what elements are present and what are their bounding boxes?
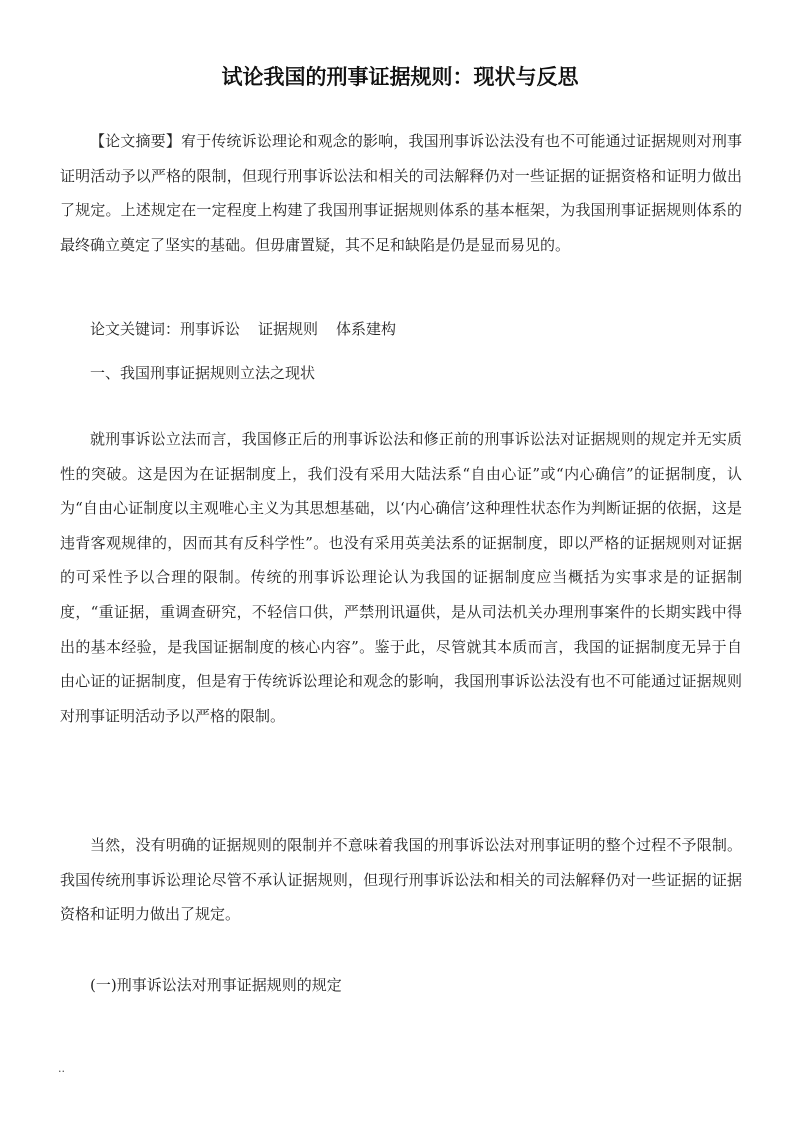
keywords-label: 论文关键词：: [90, 320, 181, 338]
document-title: 试论我国的刑事证据规则：现状与反思: [221, 65, 579, 89]
keyword-item: 刑事诉讼: [180, 320, 241, 338]
keyword-item: 体系建构: [336, 320, 397, 338]
section-heading: 一、我国刑事证据规则立法之现状: [90, 364, 316, 382]
body-paragraph-2: 当然，没有明确的证据规则的限制并不意味着我国的刑事诉讼法对刑事证明的整个过程不予限制。我国传统刑事诉讼理论尽管不承认证据规则，但现行刑事诉讼法和相关的司法解释仍对一些证据的证据资格和证明力做出了规定。: [60, 836, 742, 924]
keyword-item: 证据规则: [258, 320, 319, 338]
keywords-line: [60, 312, 742, 347]
subsection-heading: (一)刑事诉讼法对刑事证据规则的规定: [90, 976, 342, 994]
body-paragraph-1: 就刑事诉讼立法而言，我国修正后的刑事诉讼法和修正前的刑事诉讼法对证据规则的规定并无实质性的突破。这是因为在证据制度上，我们没有采用大陆法系“自由心证”或“内心确信”的证据制度，认为“自由心证制度以主观唯心主义为其思想基础，以‘内心确信’这种理性状态作为判断证据的依据，这是违背客观规律的，因而其有反科学性”。也没有采用英美法系的证据制度，即以严格的证据规则对证据的可采性予以合理的限制。传统的刑事诉讼理论认为我国的证据制度应当概括为实事求是的证据制度，“重证据，重调查研究，不轻信口供，严禁刑讯逼供，是从司法机关办理刑事案件的长期实践中得出的基本经验，是我国证据制度的核心内容”。鉴于此，尽管就其本质而言，我国的证据制度无异于自由心证的证据制度，但是宥于传统诉讼理论和观念的影响，我国刑事诉讼法没有也不可能通过证据规则对刑事证明活动予以严格的限制。: [60, 430, 742, 725]
abstract-paragraph: 【论文摘要】宥于传统诉讼理论和观念的影响，我国刑事诉讼法没有也不可能通过证据规则对刑事证明活动予以严格的限制，但现行刑事诉讼法和相关的司法解释仍对一些证据的证据资格和证明力做出了规定。上述规定在一定程度上构建了我国刑事证据规则体系的基本框架，为我国刑事证据规则体系的最终确立奠定了坚实的基础。但毋庸置疑，其不足和缺陷是仍是显而易见的。: [60, 132, 742, 254]
page-footer-mark: ..: [58, 1062, 65, 1075]
